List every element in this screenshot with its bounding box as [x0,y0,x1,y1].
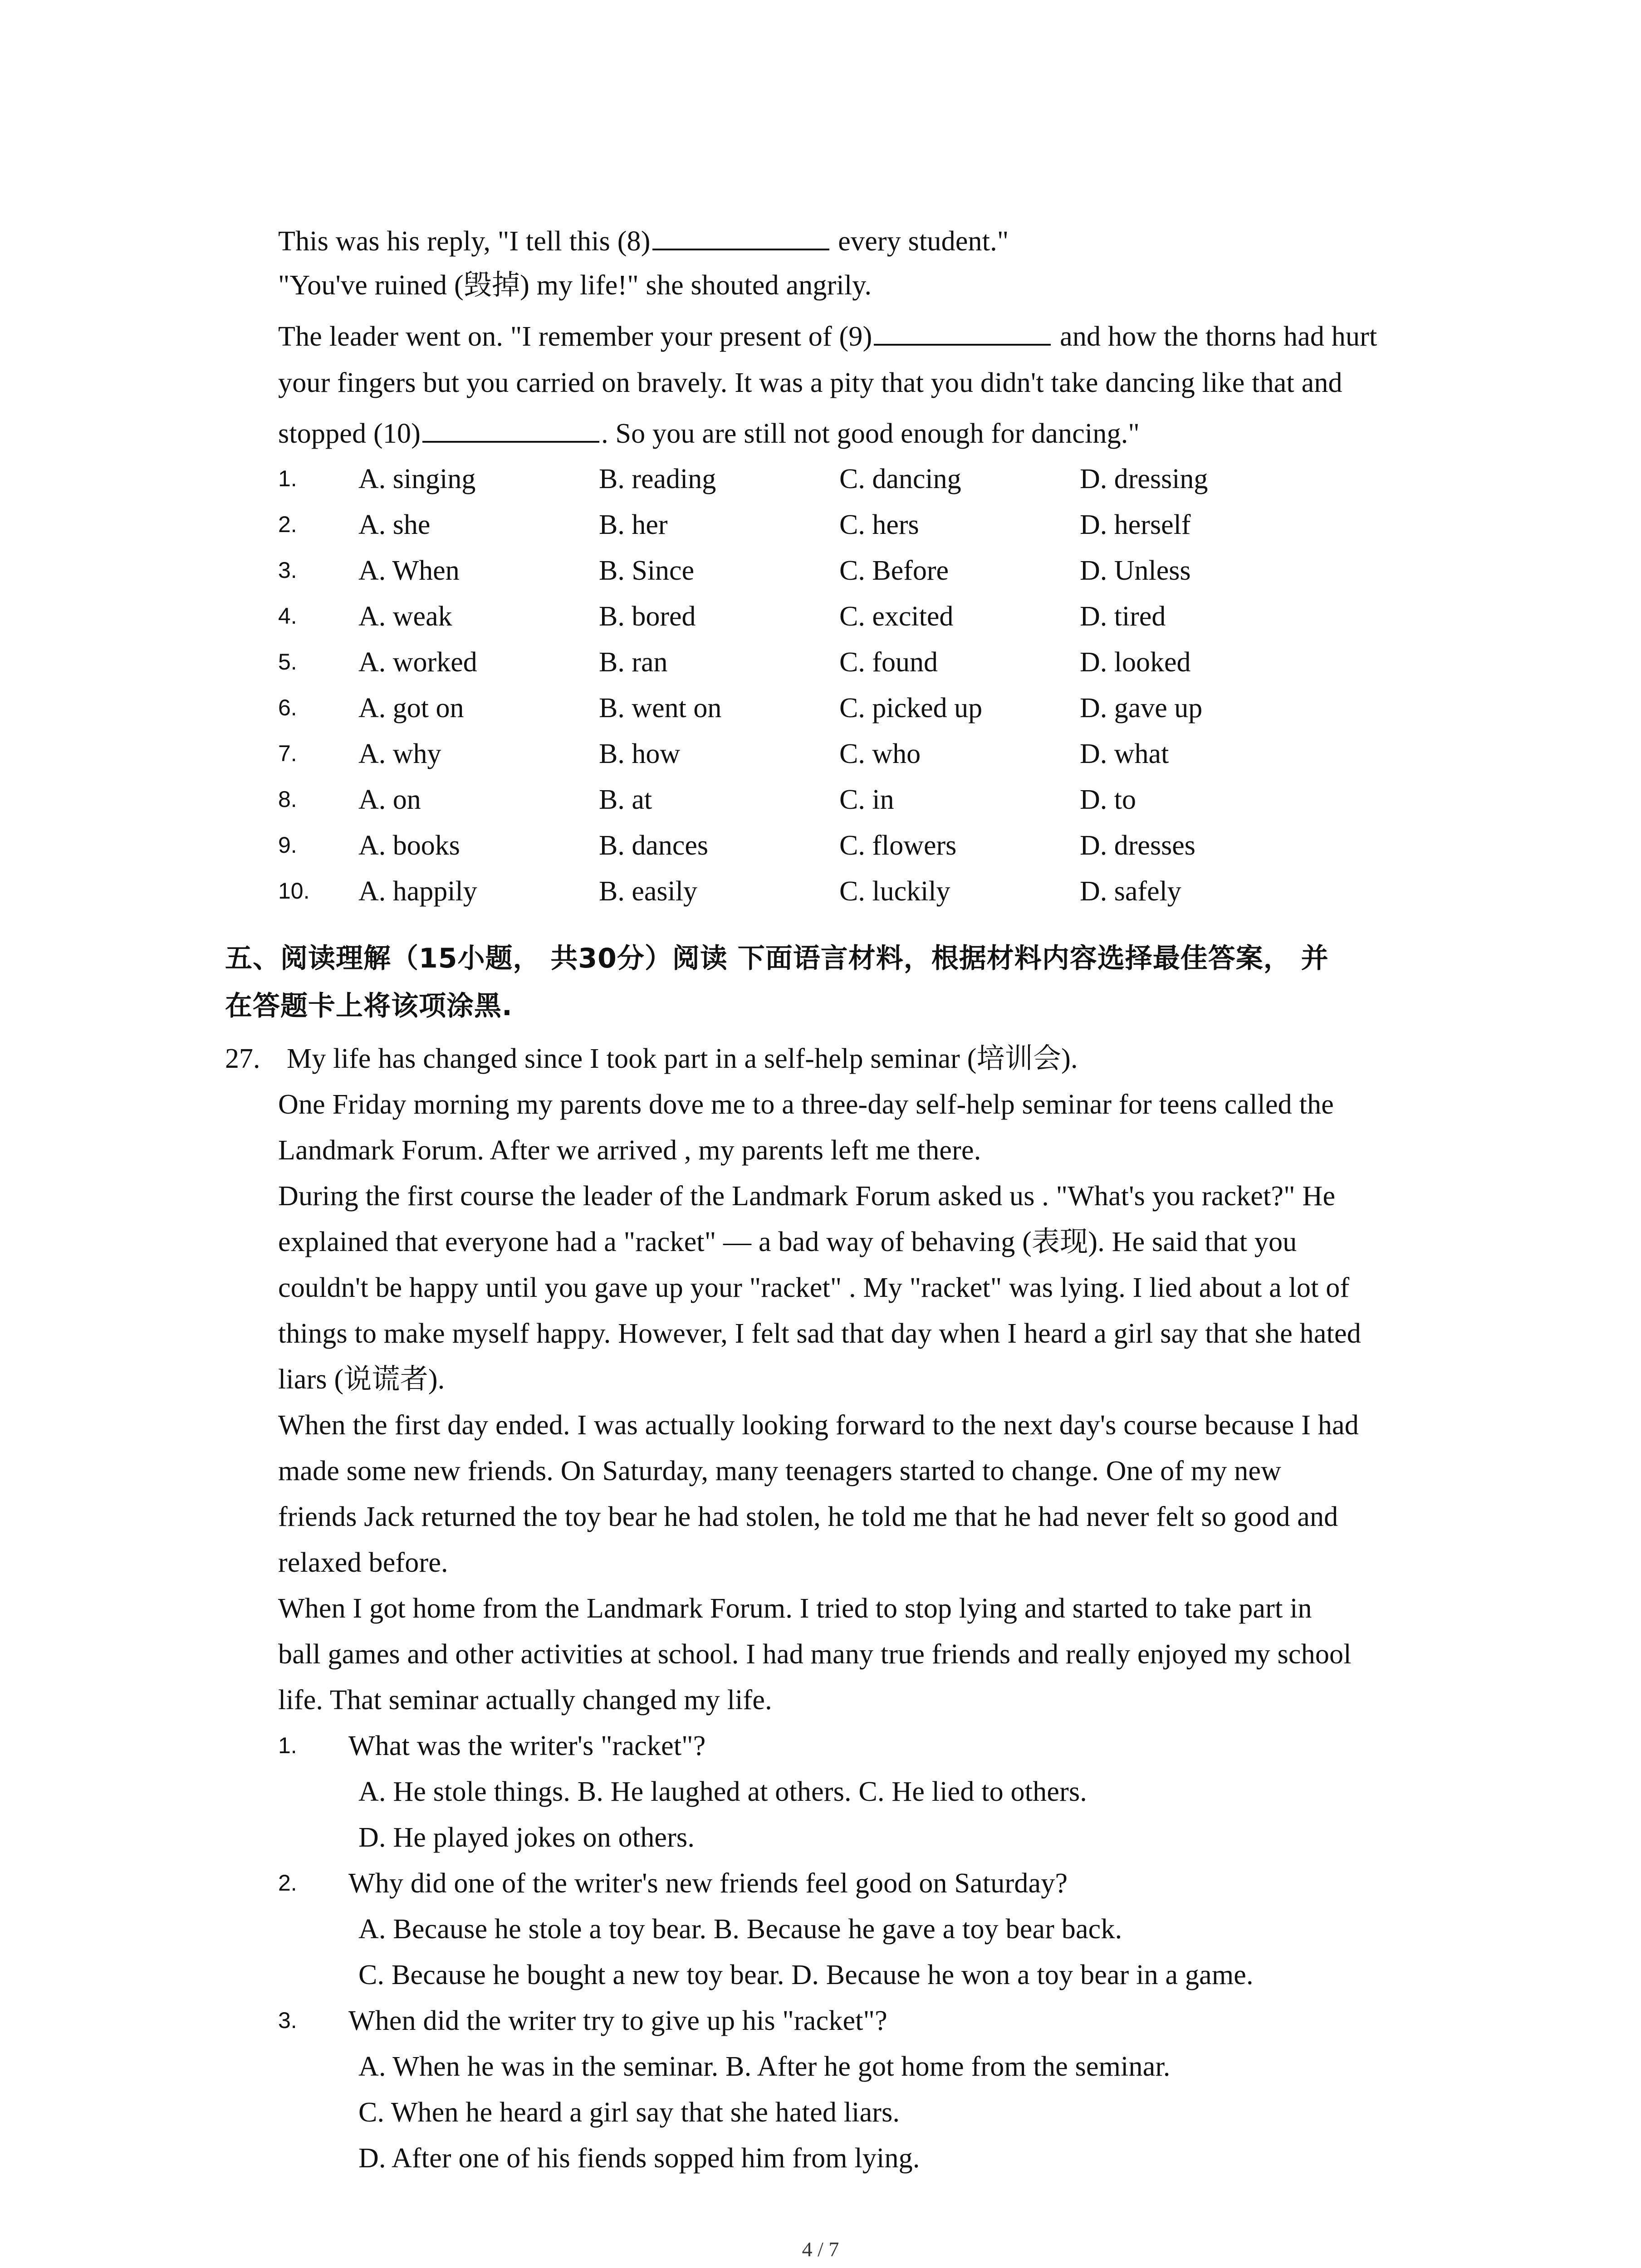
question-number: 1. [278,466,297,491]
question-number: 3. [278,557,297,583]
reading-line: My life has changed since I took part in a self-help seminar (培训会). [287,1043,1078,1074]
option-c: C. Before [839,555,949,586]
cloze-line-5 [278,418,1140,448]
option-a: A. she [358,509,431,540]
option-b: B. bored [599,601,696,632]
cloze-text: and how the thorns had hurt [1053,321,1377,352]
option-b: B. her [599,509,668,540]
question-number: 10. [278,878,310,904]
question-options: C. Because he bought a new toy bear. D. Because he won a toy bear in a game. [358,1960,1254,1990]
option-b: B. Since [599,555,695,586]
option-c: C. picked up [839,693,983,723]
option-b: B. reading [599,464,716,494]
question-number: 7. [278,741,297,766]
question-number: 2. [278,1870,297,1896]
answer-blank-10 [422,418,599,443]
option-b: B. easily [599,876,697,907]
question-text: Why did one of the writer's new friends feel good on Saturday? [348,1868,1068,1899]
reading-line: friends Jack returned the toy bear he had stolen, he told me that he had never felt so good and [278,1501,1338,1532]
option-d: D. gave up [1080,693,1203,723]
cloze-text: This was his reply, "I tell this (8) [278,226,651,257]
option-a: A. on [358,784,421,815]
reading-line: ball games and other activities at school. I had many true friends and really enjoyed my school [278,1639,1352,1670]
reading-line: made some new friends. On Saturday, many teenagers started to change. One of my new [278,1456,1282,1486]
question-number: 9. [278,832,297,858]
option-d: D. tired [1080,601,1166,632]
option-d: D. looked [1080,647,1191,678]
reading-question-number: 27. [225,1043,260,1074]
option-c: C. in [839,784,894,815]
reading-line: relaxed before. [278,1547,448,1578]
question-text: What was the writer's "racket"? [348,1730,706,1761]
option-a: A. got on [358,693,464,723]
option-c: C. who [839,738,921,769]
option-d: D. dressing [1080,464,1208,494]
option-b: B. dances [599,830,709,861]
cloze-line-1 [278,226,1009,255]
option-d: D. safely [1080,876,1181,907]
option-b: B. at [599,784,652,815]
reading-line: During the first course the leader of the Landmark Forum asked us . "What's you racket?" He [278,1181,1336,1212]
option-d: D. dresses [1080,830,1195,861]
question-options: A. He stole things. B. He laughed at others. C. He lied to others. [358,1776,1087,1807]
reading-line: When I got home from the Landmark Forum. I tried to stop lying and started to take part in [278,1593,1312,1624]
option-c: C. hers [839,509,919,540]
option-c: C. flowers [839,830,957,861]
reading-line: explained that everyone had a "racket" — a bad way of behaving (表现). He said that you [278,1227,1297,1257]
cloze-line-3 [278,321,1377,351]
question-number: 8. [278,787,297,812]
option-a: A. singing [358,464,476,494]
question-number: 5. [278,649,297,675]
section-heading-line-2: 在答题卡上将该项涂黑. [225,990,513,1022]
question-number: 6. [278,695,297,720]
answer-blank-8 [652,226,829,250]
option-c: C. excited [839,601,954,632]
option-a: A. worked [358,647,477,678]
reading-line: When the first day ended. I was actually looking forward to the next day's course because I had [278,1410,1359,1441]
question-options: C. When he heard a girl say that she hated liars. [358,2097,900,2128]
answer-blank-9 [874,321,1051,346]
question-options: D. He played jokes on others. [358,1822,695,1853]
question-options: A. Because he stole a toy bear. B. Because he gave a toy bear back. [358,1914,1122,1945]
option-b: B. ran [599,647,668,678]
reading-line: couldn't be happy until you gave up your "racket" . My "racket" was lying. I lied about a lot of [278,1272,1350,1303]
option-a: A. books [358,830,460,861]
option-d: D. to [1080,784,1136,815]
option-d: D. herself [1080,509,1191,540]
question-options: A. When he was in the seminar. B. After he got home from the seminar. [358,2051,1171,2082]
section-heading-line-1: 五、阅读理解（15小题， 共30分）阅读 下面语言材料，根据材料内容选择最佳答案， 并 [225,943,1329,974]
cloze-text: . So you are still not good enough for dancing." [601,418,1140,449]
option-b: B. went on [599,693,722,723]
option-b: B. how [599,738,681,769]
reading-line: One Friday morning my parents dove me to a three-day self-help seminar for teens called the [278,1089,1334,1120]
option-d: D. what [1080,738,1169,769]
question-number: 3. [278,2008,297,2033]
cloze-line-2: "You've ruined (毁掉) my life!" she shouted angrily. [278,270,872,301]
page-number: 4 / 7 [802,2238,839,2261]
cloze-text: stopped (10) [278,418,421,449]
question-text: When did the writer try to give up his "racket"? [348,2005,887,2036]
question-number: 4. [278,603,297,629]
reading-line: things to make myself happy. However, I felt sad that day when I heard a girl say that she hated [278,1318,1361,1349]
option-c: C. found [839,647,938,678]
option-a: A. why [358,738,441,769]
question-number: 2. [278,512,297,537]
option-a: A. happily [358,876,477,907]
reading-line: life. That seminar actually changed my life. [278,1685,772,1716]
cloze-text: The leader went on. "I remember your present of (9) [278,321,872,352]
reading-line: liars (说谎者). [278,1364,445,1395]
option-d: D. Unless [1080,555,1191,586]
option-c: C. dancing [839,464,961,494]
question-options: D. After one of his fiends sopped him from lying. [358,2143,920,2174]
option-c: C. luckily [839,876,950,907]
cloze-line-4: your fingers but you carried on bravely. It was a pity that you didn't take dancing like that and [278,367,1342,398]
option-a: A. When [358,555,460,586]
reading-line: Landmark Forum. After we arrived , my parents left me there. [278,1135,981,1166]
cloze-text: every student." [831,226,1009,257]
question-number: 1. [278,1733,297,1758]
option-a: A. weak [358,601,452,632]
